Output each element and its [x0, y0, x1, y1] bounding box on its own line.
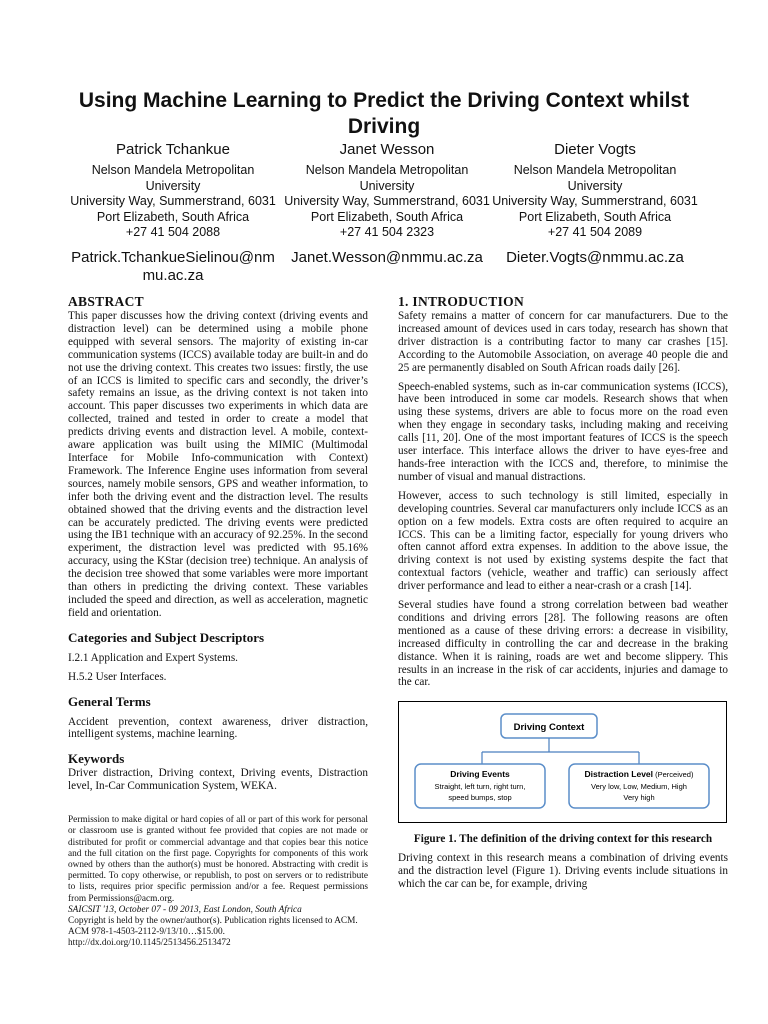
paper-title: Using Machine Learning to Predict the Driving Context whilst Driving [78, 89, 690, 138]
abstract-heading: ABSTRACT [68, 294, 144, 309]
driving-events-list: Straight, left turn, right turn, [434, 782, 526, 792]
author-name: Dieter Vogts [554, 141, 636, 158]
author-email[interactable] [63, 249, 283, 285]
author-affiliation: University [567, 178, 623, 193]
intro-paragraph: Driving context in this research means a combination of driving events and the distraction level (Figure 1). Driving events include situations in which the car can be, for example, driving [398, 852, 728, 891]
driving-context-diagram [399, 702, 726, 822]
author-affiliation: University [145, 178, 201, 193]
categories-heading: Categories and Subject Descriptors [68, 629, 265, 645]
category-item: H.5.2 User Interfaces. [68, 670, 167, 683]
intro-paragraph: Safety remains a matter of concern for car manufacturers. Due to the increased amount of devices used in cars today, research has shown that driver distraction is a contributing factor to many car crashes [15]. According to the Automobile Association, on average 40 people die and 25 are permanently disabled on South African roads daily [26]. [398, 310, 728, 374]
author-city: Port Elizabeth, South Africa [518, 209, 672, 224]
author-affiliation: Nelson Mandela Metropolitan [305, 163, 469, 177]
distraction-level-title-main: Distraction Level [584, 769, 654, 780]
distraction-level-title-suffix: (Perceived) [653, 770, 694, 780]
copyright-line: Copyright is held by the owner/author(s). Publication rights licensed to ACM. [68, 916, 358, 927]
doi-link[interactable]: http://dx.doi.org/10.1145/2513456.2513472 [68, 938, 231, 949]
author-email-part: Patrick.TchankueSielinou@nm [71, 248, 275, 266]
author-city: Port Elizabeth, South Africa [96, 209, 250, 224]
conference-line: SAICSIT '13, October 07 - 09 2013, East London, South Africa [68, 904, 302, 915]
distraction-level-list: Very high [623, 793, 655, 803]
keywords-text: Driver distraction, Driving context, Driving events, Distraction level, In-Car Communication System, WEKA. [68, 767, 368, 793]
author-email[interactable]: Dieter.Vogts@nmmu.ac.za [506, 248, 684, 266]
author-address: University Way, Summerstrand, 6031 [492, 194, 698, 208]
author-affiliation: Nelson Mandela Metropolitan [513, 163, 677, 177]
driving-events-list: speed bumps, stop [448, 793, 512, 803]
author-address: University Way, Summerstrand, 6031 [70, 194, 276, 208]
intro-paragraph: Speech-enabled systems, such as in-car communication systems (ICCS), have been introduced in some car models. Research shows that when using these systems, drivers are able to focus more on the road even when they engage in secondary tasks, including making and receiving calls [11, 20]. One of the most important features of ICCS is the speech user interface. This interface allows the driver to have eyes-free and hands-free interaction with the ICCS and, therefore, to minimise the number of visual and manual distractions. [398, 380, 728, 483]
intro-paragraph: However, access to such technology is still limited, especially in developing countries. Several car manufacturers only include ICCS as an option on a few models. Extra costs are often required to acquire an ICCS. This can be a limiting factor, especially for young drivers who often cannot afford extra expenses. In addition to the above issue, the driving context is not used by existing systems despite the fact that contextual factors (vehicle, weather and traffic) can seriously affect driver performance and lead to either a near-crash or a crash [14]. [398, 489, 728, 593]
author-affiliation: University [359, 178, 415, 193]
intro-paragraph: Several studies have found a strong correlation between bad weather conditions and driving errors [28]. The following reasons are often mentioned as a cause of these driving errors: a decrease in visibility, increased difficulty in controlling the car and decrease in the braking distance. When it is raining, roads are wet and become slippery. This results in an increase in the risk of car accidents, injuries and damage to the car. [398, 599, 728, 689]
driving-context-label: Driving Context [513, 722, 585, 734]
author-phone: +27 41 504 2088 [125, 225, 221, 239]
author-block [63, 140, 283, 285]
author-name: Patrick Tchankue [116, 141, 230, 158]
figure-1-diagram [398, 701, 727, 823]
author-phone: +27 41 504 2323 [339, 225, 435, 239]
author-address: University Way, Summerstrand, 6031 [284, 194, 490, 208]
author-phone: +27 41 504 2089 [547, 225, 643, 239]
general-terms-heading: General Terms [68, 693, 151, 709]
permission-notice: Permission to make digital or hard copies of all or part of this work for personal or classroom use is granted without fee provided that copies are not made or distributed for profit or commercial advantage and that copies bear this notice and the full citation on the first page. Copyrights for components of this work owned by others than the author(s) must be honored. Abstracting with credit is permitted. To copy otherwise, or republish, to post on servers or to redistribute to lists, requires prior specific permission and/or a fee. Request permissions from Permissions@acm.org. [68, 815, 368, 904]
author-affiliation: Nelson Mandela Metropolitan [91, 163, 255, 177]
author-email-part: mu.ac.za [142, 266, 204, 284]
driving-events-title: Driving Events [450, 769, 510, 780]
distraction-level-list: Very low, Low, Medium, High [591, 782, 687, 792]
introduction-heading: 1. INTRODUCTION [398, 294, 525, 309]
author-city: Port Elizabeth, South Africa [310, 209, 464, 224]
author-email[interactable]: Janet.Wesson@nmmu.ac.za [291, 248, 483, 266]
figure-caption: Figure 1. The definition of the driving context for this research [413, 833, 713, 846]
author-block [485, 140, 705, 267]
general-terms-text: Accident prevention, context awareness, driver distraction, intelligent systems, machine learning. [68, 715, 368, 741]
abstract-text: This paper discusses how the driving context (driving events and distraction level) can be determined using a mobile phone equipped with several sensors. The majority of existing in-car communication systems (ICCS) available today are built-in and do not use the driving context. This creates two issues: firstly, the use of an ICCS is limited to specific cars and secondly, the driver’s safety remains an issue, as the driving context is not taken into account. This paper discusses two experiments in which data are collected, trained and tested in order to create a model that predicts driving events and distraction level. A mobile, context-aware application was built using the MIMIC (Multimodal Interface for Mobile Info-communication with Context) Framework. The Inference Engine uses information from several sources, namely mobile sensors, GPS and weather information, to infer both the driving event and the distraction level. The results obtained showed that the driving events and the distraction level can be accurately predicted. The driving events were predicted using the IB1 technique with an accuracy of 92.25%. In the second experiment, the distraction level was predicted with 95.16% accuracy, using the KStar (decision tree) technique. An analysis of the decision tree showed that some variables were more important than others in predicting the driving context. These variables included the speed and direction, as well as acceleration, magnetic field and orientation. [68, 310, 368, 619]
category-item: I.2.1 Application and Expert Systems. [68, 651, 238, 664]
distraction-level-title [585, 769, 694, 779]
left-column [68, 294, 368, 950]
keywords-heading: Keywords [68, 751, 125, 767]
author-name: Janet Wesson [339, 141, 435, 158]
isbn-line: ACM 978-1-4503-2112-9/13/10…$15.00. [68, 927, 225, 938]
right-column [398, 294, 728, 891]
author-block [277, 140, 497, 267]
